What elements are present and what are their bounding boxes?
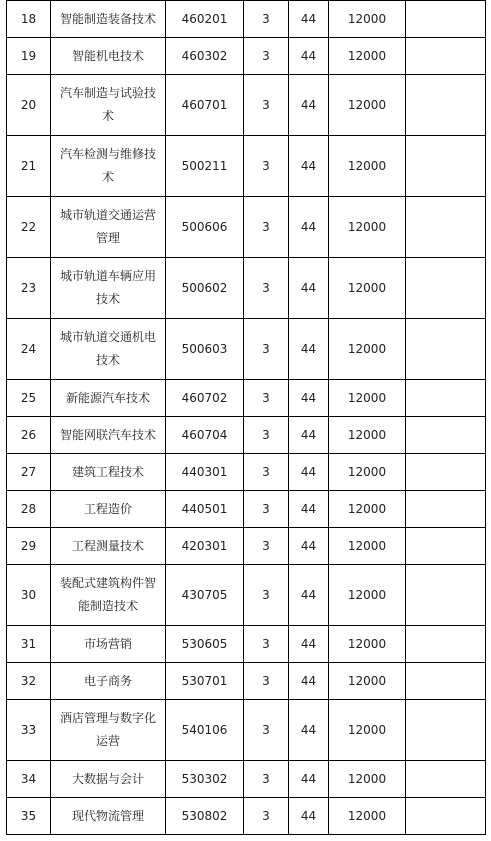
major-code-cell: 500211: [166, 136, 244, 197]
major-name-cell: 工程测量技术: [51, 528, 166, 565]
study-years-cell: 3: [244, 491, 289, 528]
major-code-cell: 540106: [166, 700, 244, 761]
major-code-cell: 530802: [166, 798, 244, 835]
study-years-cell: 3: [244, 761, 289, 798]
note-cell: [406, 417, 486, 454]
note-cell: [406, 700, 486, 761]
table-row: [7, 258, 486, 319]
row-number-cell: 18: [7, 1, 51, 38]
credits-cell: 44: [289, 663, 329, 700]
tuition-fee-cell: 12000: [329, 1, 406, 38]
note-cell: [406, 75, 486, 136]
table-row: [7, 136, 486, 197]
table-row: [7, 626, 486, 663]
major-code-cell: 530701: [166, 663, 244, 700]
tuition-fee-cell: 12000: [329, 700, 406, 761]
study-years-cell: 3: [244, 197, 289, 258]
row-number-cell: 34: [7, 761, 51, 798]
major-code-cell: 430705: [166, 565, 244, 626]
note-cell: [406, 528, 486, 565]
note-cell: [406, 1, 486, 38]
tuition-fee-cell: 12000: [329, 136, 406, 197]
major-name-cell: 城市轨道车辆应用技术: [51, 258, 166, 319]
study-years-cell: 3: [244, 663, 289, 700]
tuition-fee-cell: 12000: [329, 380, 406, 417]
credits-cell: 44: [289, 417, 329, 454]
study-years-cell: 3: [244, 454, 289, 491]
note-cell: [406, 565, 486, 626]
table-row: [7, 663, 486, 700]
major-name-cell: 酒店管理与数字化运营: [51, 700, 166, 761]
note-cell: [406, 663, 486, 700]
tuition-fee-cell: 12000: [329, 491, 406, 528]
major-name-cell: 智能制造装备技术: [51, 1, 166, 38]
table-row: [7, 565, 486, 626]
row-number-cell: 30: [7, 565, 51, 626]
study-years-cell: 3: [244, 417, 289, 454]
study-years-cell: 3: [244, 528, 289, 565]
credits-cell: 44: [289, 700, 329, 761]
note-cell: [406, 319, 486, 380]
note-cell: [406, 136, 486, 197]
credits-cell: 44: [289, 75, 329, 136]
credits-cell: 44: [289, 528, 329, 565]
major-code-cell: 530302: [166, 761, 244, 798]
credits-cell: 44: [289, 197, 329, 258]
study-years-cell: 3: [244, 319, 289, 380]
major-code-cell: 500606: [166, 197, 244, 258]
table-row: [7, 700, 486, 761]
note-cell: [406, 38, 486, 75]
major-code-cell: 530605: [166, 626, 244, 663]
table-row: [7, 75, 486, 136]
major-name-cell: 智能网联汽车技术: [51, 417, 166, 454]
tuition-fee-cell: 12000: [329, 38, 406, 75]
note-cell: [406, 197, 486, 258]
table-row: [7, 319, 486, 380]
row-number-cell: 29: [7, 528, 51, 565]
credits-cell: 44: [289, 1, 329, 38]
tuition-fee-cell: 12000: [329, 565, 406, 626]
credits-cell: 44: [289, 798, 329, 835]
table-row: [7, 798, 486, 835]
tuition-fee-cell: 12000: [329, 258, 406, 319]
major-name-cell: 装配式建筑构件智能制造技术: [51, 565, 166, 626]
credits-cell: 44: [289, 380, 329, 417]
major-name-cell: 电子商务: [51, 663, 166, 700]
study-years-cell: 3: [244, 565, 289, 626]
row-number-cell: 24: [7, 319, 51, 380]
tuition-fee-cell: 12000: [329, 798, 406, 835]
study-years-cell: 3: [244, 258, 289, 319]
credits-cell: 44: [289, 136, 329, 197]
major-name-cell: 工程造价: [51, 491, 166, 528]
study-years-cell: 3: [244, 626, 289, 663]
credits-cell: 44: [289, 761, 329, 798]
credits-cell: 44: [289, 319, 329, 380]
major-name-cell: 建筑工程技术: [51, 454, 166, 491]
row-number-cell: 28: [7, 491, 51, 528]
note-cell: [406, 491, 486, 528]
study-years-cell: 3: [244, 700, 289, 761]
tuition-fee-cell: 12000: [329, 761, 406, 798]
study-years-cell: 3: [244, 38, 289, 75]
major-table: [6, 0, 486, 835]
study-years-cell: 3: [244, 1, 289, 38]
study-years-cell: 3: [244, 75, 289, 136]
row-number-cell: 23: [7, 258, 51, 319]
credits-cell: 44: [289, 565, 329, 626]
major-code-cell: 460302: [166, 38, 244, 75]
major-code-cell: 440501: [166, 491, 244, 528]
row-number-cell: 22: [7, 197, 51, 258]
tuition-fee-cell: 12000: [329, 75, 406, 136]
tuition-fee-cell: 12000: [329, 197, 406, 258]
note-cell: [406, 798, 486, 835]
row-number-cell: 19: [7, 38, 51, 75]
row-number-cell: 33: [7, 700, 51, 761]
tuition-fee-cell: 12000: [329, 319, 406, 380]
major-name-cell: 大数据与会计: [51, 761, 166, 798]
tuition-fee-cell: 12000: [329, 417, 406, 454]
major-name-cell: 新能源汽车技术: [51, 380, 166, 417]
row-number-cell: 20: [7, 75, 51, 136]
table-row: [7, 491, 486, 528]
major-name-cell: 城市轨道交通运营管理: [51, 197, 166, 258]
credits-cell: 44: [289, 626, 329, 663]
study-years-cell: 3: [244, 380, 289, 417]
table-row: [7, 417, 486, 454]
major-code-cell: 460704: [166, 417, 244, 454]
major-name-cell: 汽车制造与试验技术: [51, 75, 166, 136]
row-number-cell: 27: [7, 454, 51, 491]
row-number-cell: 31: [7, 626, 51, 663]
major-name-cell: 现代物流管理: [51, 798, 166, 835]
row-number-cell: 35: [7, 798, 51, 835]
tuition-fee-cell: 12000: [329, 663, 406, 700]
major-table-body: [7, 1, 486, 835]
note-cell: [406, 380, 486, 417]
major-name-cell: 市场营销: [51, 626, 166, 663]
major-name-cell: 城市轨道交通机电技术: [51, 319, 166, 380]
table-row: [7, 197, 486, 258]
row-number-cell: 26: [7, 417, 51, 454]
major-name-cell: 智能机电技术: [51, 38, 166, 75]
major-code-cell: 440301: [166, 454, 244, 491]
table-row: [7, 528, 486, 565]
major-name-cell: 汽车检测与维修技术: [51, 136, 166, 197]
credits-cell: 44: [289, 454, 329, 491]
table-row: [7, 761, 486, 798]
tuition-fee-cell: 12000: [329, 528, 406, 565]
credits-cell: 44: [289, 258, 329, 319]
table-row: [7, 454, 486, 491]
study-years-cell: 3: [244, 136, 289, 197]
row-number-cell: 25: [7, 380, 51, 417]
credits-cell: 44: [289, 491, 329, 528]
table-row: [7, 380, 486, 417]
major-code-cell: 500603: [166, 319, 244, 380]
major-code-cell: 420301: [166, 528, 244, 565]
credits-cell: 44: [289, 38, 329, 75]
table-row: [7, 38, 486, 75]
note-cell: [406, 454, 486, 491]
row-number-cell: 21: [7, 136, 51, 197]
table-row: [7, 1, 486, 38]
major-code-cell: 460702: [166, 380, 244, 417]
note-cell: [406, 626, 486, 663]
major-code-cell: 460201: [166, 1, 244, 38]
study-years-cell: 3: [244, 798, 289, 835]
tuition-fee-cell: 12000: [329, 626, 406, 663]
major-code-cell: 460701: [166, 75, 244, 136]
note-cell: [406, 258, 486, 319]
note-cell: [406, 761, 486, 798]
major-code-cell: 500602: [166, 258, 244, 319]
tuition-fee-cell: 12000: [329, 454, 406, 491]
row-number-cell: 32: [7, 663, 51, 700]
